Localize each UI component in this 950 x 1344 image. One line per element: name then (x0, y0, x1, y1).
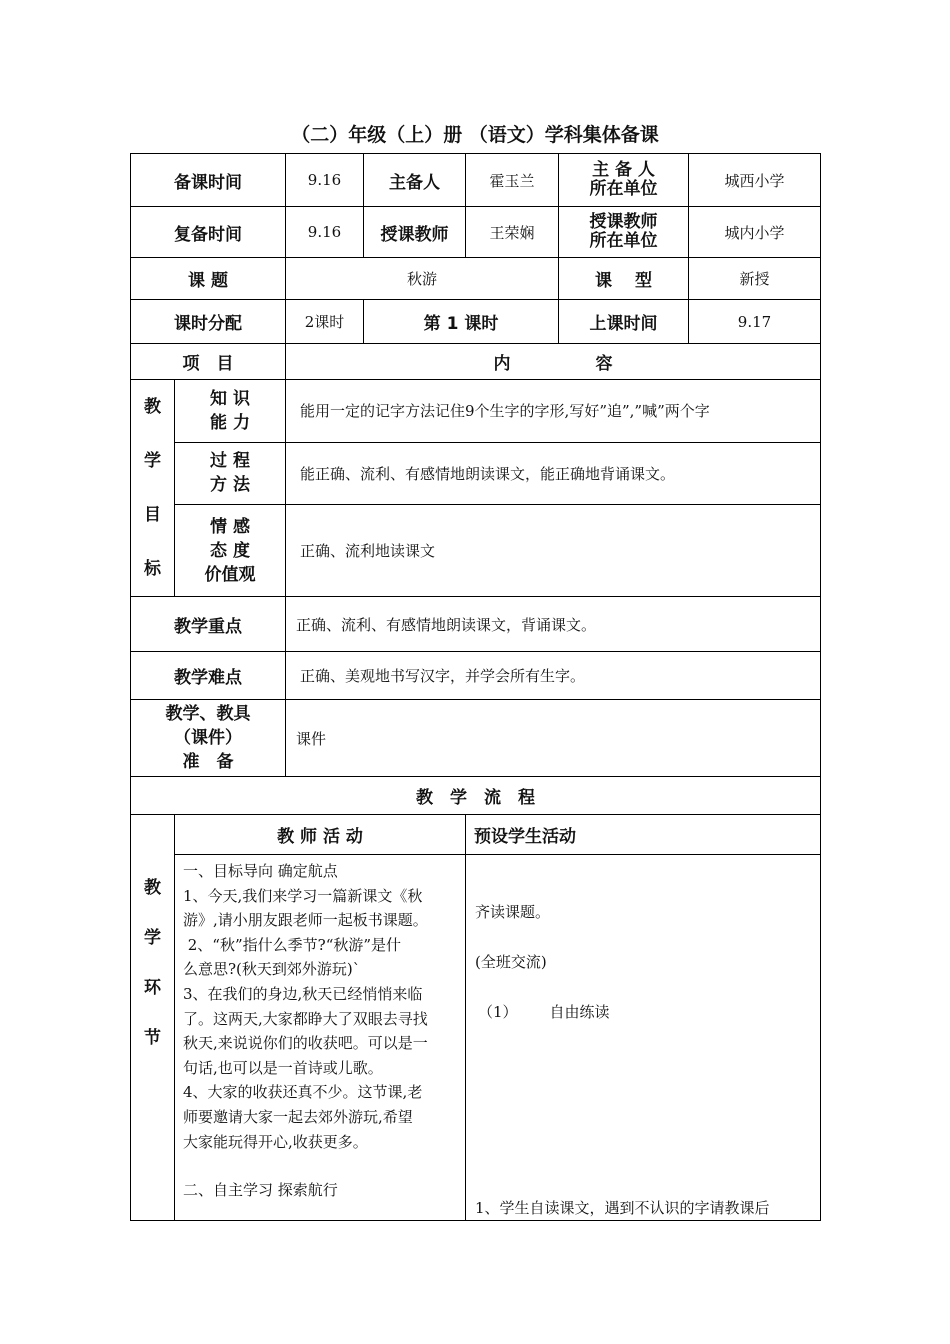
lesson-plan-table (130, 153, 821, 1221)
row-flow-title (131, 777, 821, 815)
label-teacher: 授课教师 (364, 207, 466, 258)
value-hours: 2课时 (286, 300, 364, 344)
value-lead-school: 城西小学 (689, 154, 821, 207)
label-hours: 课时分配 (131, 300, 286, 344)
label-review-time: 复备时间 (131, 207, 286, 258)
label-prep-time: 备课时间 (131, 154, 286, 207)
value-key-point: 正确、流利、有感情地朗读课文，背诵课文。 (286, 597, 821, 652)
row-difficult-point (131, 652, 821, 700)
student-free-practice: （1） 自由练读 (478, 1003, 610, 1021)
label-teacher-school: 授课教师 所在单位 (559, 207, 689, 258)
student-read-title: 齐读课题。 (475, 903, 551, 921)
goal-process-text: 能正确、流利、有感情地朗读课文，能正确地背诵课文。 (286, 442, 821, 505)
label-session: 第 1 课时 (364, 300, 559, 344)
value-review-time: 9.16 (286, 207, 364, 258)
label-content: 内 容 (286, 344, 821, 380)
row-review-time (131, 207, 821, 258)
row-hours (131, 300, 821, 344)
label-difficult-point: 教学难点 (131, 652, 286, 700)
value-lead-preparer: 霍玉兰 (466, 154, 559, 207)
goal-knowledge-label: 知 识 能 力 (175, 380, 286, 443)
label-item: 项 目 (131, 344, 286, 380)
value-preparation: 课件 (286, 700, 821, 777)
student-activity-cell (466, 855, 821, 1221)
flow-side-label: 教 学 环 节 (131, 815, 175, 1221)
document-title: （二）年级（上）册 （语文）学科集体备课 (291, 124, 659, 146)
row-flow-headers (131, 815, 821, 855)
student-class-exchange: (全班交流) (475, 953, 547, 971)
label-key-point: 教学重点 (131, 597, 286, 652)
row-prep-time (131, 154, 821, 207)
value-teacher-school: 城内小学 (689, 207, 821, 258)
row-flow-content (131, 855, 821, 1221)
label-lead-school: 主 备 人 所在单位 (559, 154, 689, 207)
row-goal-knowledge (131, 380, 821, 443)
goal-emotion-text: 正确、流利地读课文 (286, 505, 821, 597)
value-lesson-type: 新授 (689, 258, 821, 300)
row-preparation (131, 700, 821, 777)
label-topic: 课 题 (131, 258, 286, 300)
goal-emotion-label: 情 感 态 度 价值观 (175, 505, 286, 597)
label-teaching-flow: 教 学 流 程 (131, 777, 821, 815)
value-difficult-point: 正确、美观地书写汉字，并学会所有生字。 (286, 652, 821, 700)
row-items-header (131, 344, 821, 380)
value-teacher: 王荣娴 (466, 207, 559, 258)
teacher-activity-text: 一、目标导向 确定航点 1、今天,我们来学习一篇新课文《秋 游》,请小朋友跟老师一起板书课题。 2、“秋”指什么季节?“秋游”是什 么意思?(秋天到郊外游玩)` 3、在我们的身边,秋天已经悄悄来临 了。这两天,大家都睁大了双眼去寻找 秋天,来说说你们的收获吧。可以是一 句话,也可以是一首诗或儿歌。 4、大家的收获还真不少。这节课,老 师要邀请大家一起去郊外游玩,希望 大家能玩得开心,收获更多。 二、自主学习 探索航行 (175, 855, 466, 1221)
value-prep-time: 9.16 (286, 154, 364, 207)
row-goal-process (131, 442, 821, 505)
label-lead-preparer: 主备人 (364, 154, 466, 207)
label-student-activity: 预设学生活动 (466, 815, 821, 855)
label-preparation: 教学、教具 （课件） 准 备 (131, 700, 286, 777)
label-class-time: 上课时间 (559, 300, 689, 344)
value-topic: 秋游 (286, 258, 559, 300)
row-topic (131, 258, 821, 300)
row-key-point (131, 597, 821, 652)
goal-process-label: 过 程 方 法 (175, 442, 286, 505)
label-teacher-activity: 教 师 活 动 (175, 815, 466, 855)
student-self-read: 1、学生自读课文，遇到不认识的字请教课后 (475, 1199, 770, 1217)
goals-side-label: 教 学 目 标 (131, 380, 175, 597)
row-goal-emotion (131, 505, 821, 597)
label-lesson-type: 课 型 (559, 258, 689, 300)
value-class-time: 9.17 (689, 300, 821, 344)
goal-knowledge-text: 能用一定的记字方法记住9个生字的字形,写好”追”,”喊”两个字 (286, 380, 821, 443)
